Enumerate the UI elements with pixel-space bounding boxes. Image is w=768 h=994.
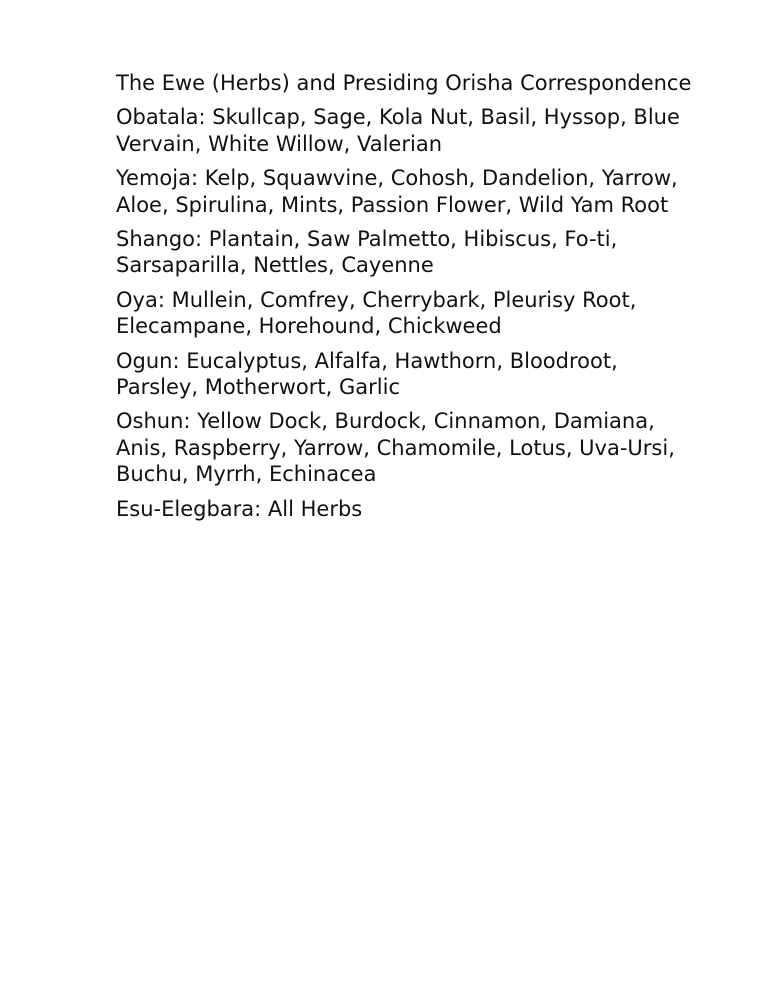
document-body	[116, 70, 706, 530]
paragraph-yemoja: Yemoja: Kelp, Squawvine, Cohosh, Dandelion, Yarrow, Aloe, Spirulina, Mints, Passion Flower, Wild Yam Root	[116, 166, 678, 217]
paragraph-obatala: Obatala: Skullcap, Sage, Kola Nut, Basil, Hyssop, Blue Vervain, White Willow, Valerian	[116, 105, 680, 156]
paragraph-esu-elegbara: Esu-Elegbara: All Herbs	[116, 496, 363, 521]
paragraph-oya: Oya: Mullein, Comfrey, Cherrybark, Pleurisy Root, Elecampane, Horehound, Chickweed	[116, 287, 637, 339]
paragraph-oshun: Oshun: Yellow Dock, Burdock, Cinnamon, Damiana, Anis, Raspberry, Yarrow, Chamomile, Lotus, Uva-Ursi, Buchu, Myrrh, Echinacea	[116, 409, 675, 487]
document-title: The Ewe (Herbs) and Presiding Orisha Correspondence	[116, 71, 692, 95]
paragraph-shango: Shango: Plantain, Saw Palmetto, Hibiscus, Fo-ti, Sarsaparilla, Nettles, Cayenne	[116, 227, 618, 278]
paragraph-ogun: Ogun: Eucalyptus, Alfalfa, Hawthorn, Bloodroot, Parsley, Motherwort, Garlic	[116, 348, 618, 400]
